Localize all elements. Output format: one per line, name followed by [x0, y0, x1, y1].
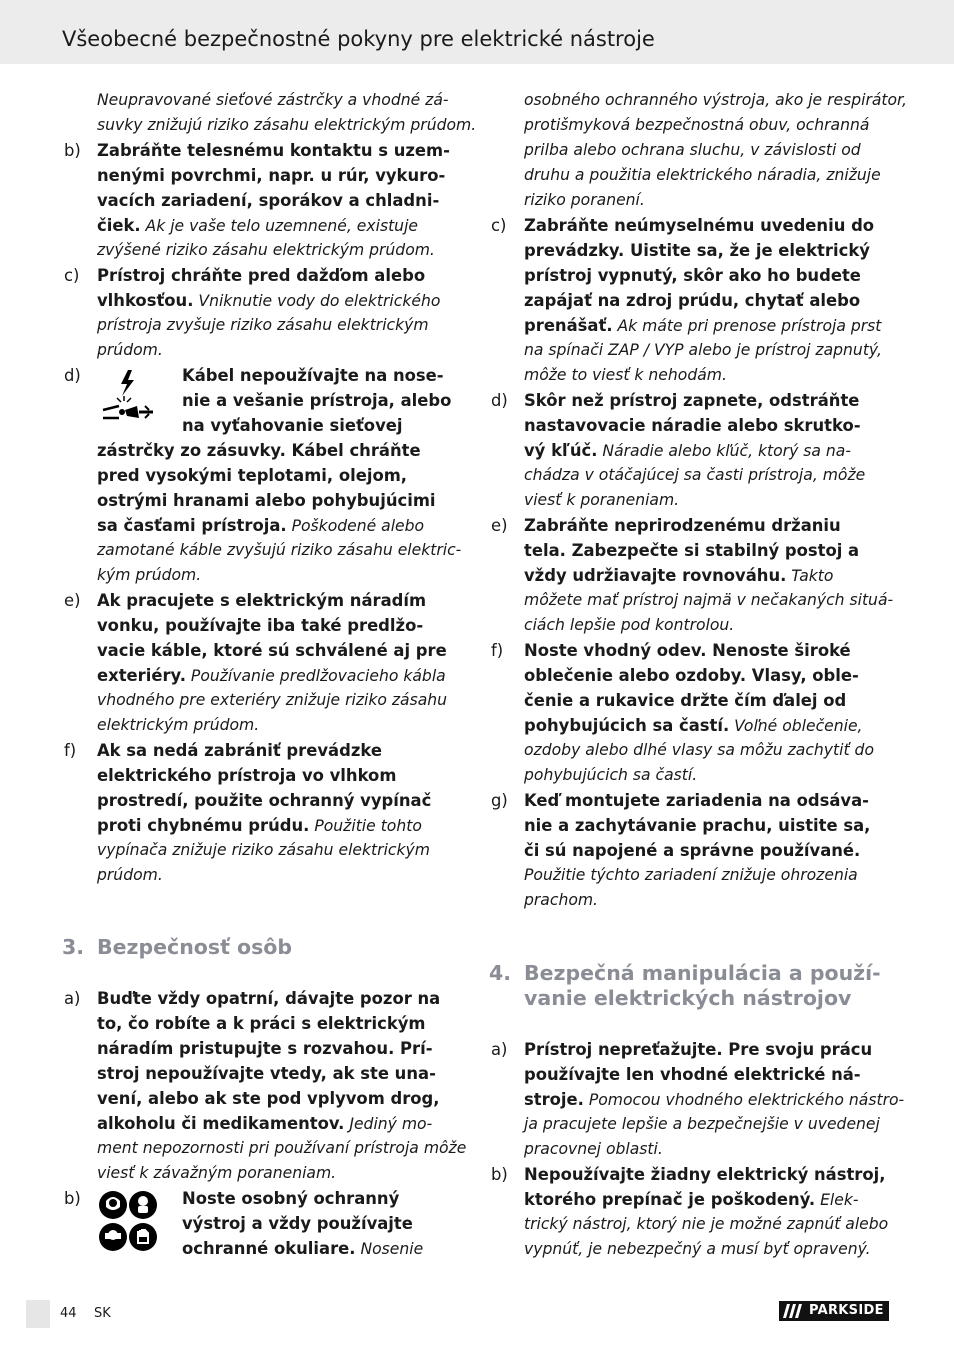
- bold-line: Zabráňte telesnému kontaktu s uzem-: [97, 141, 450, 160]
- bold-line: tela. Zabezpečte si stabilný postoj a: [524, 541, 860, 560]
- mixed-line: vždy udržiavajte rovnováhu. Takto: [524, 566, 834, 585]
- item-marker: b): [64, 1189, 81, 1208]
- bold-line: Prístroj chráňte pred dažďom alebo: [97, 266, 426, 285]
- mixed-line: čiek. Ak je vaše telo uzemnené, existuje: [97, 216, 418, 235]
- list-item-d: [489, 388, 889, 513]
- list-item-f: [62, 738, 434, 888]
- bold-line: či sú napojené a správne používané.: [524, 841, 861, 860]
- italic-line: vhodného pre exteriéry znižuje riziko zásahu: [97, 691, 448, 709]
- continued-line: prilba alebo ochrana sluchu, v závislosti od: [524, 141, 861, 159]
- bold-line: prístroj vypnutý, skôr ako ho budete: [524, 266, 861, 285]
- mixed-line: ochranné okuliare. Nosenie: [182, 1239, 424, 1258]
- bold-line: Prístroj nepreťažujte. Pre svoju prácu: [524, 1040, 873, 1059]
- bold-line: vení, alebo ak ste pod vplyvom drog,: [97, 1089, 440, 1108]
- continued-line: riziko poranení.: [524, 191, 645, 209]
- list-item-c: [62, 263, 441, 363]
- mixed-line: ktorého prepínač je poškodený. Elek-: [524, 1190, 859, 1209]
- italic-line: pracovnej oblasti.: [524, 1140, 663, 1158]
- bold-line: zapájať na zdroj prúdu, chytať alebo: [524, 291, 861, 310]
- italic-line: ment nepozornosti pri používaní prístroja môže: [97, 1139, 467, 1157]
- italic-line: ozdoby alebo dlhé vlasy sa môžu zachytiť do: [524, 741, 874, 759]
- italic-line: ja pracujete lepšie a bezpečnejšie v uvedenej: [524, 1115, 880, 1133]
- bold-line: náradím pristupujte s rozvahou. Prí-: [97, 1039, 433, 1058]
- bold-line: nie a vešanie prístroja, alebo: [182, 391, 452, 410]
- italic-line: viesť k poraneniam.: [524, 491, 680, 509]
- mixed-line: stroje. Pomocou vhodného elektrického nástro-: [524, 1090, 905, 1109]
- electric-shock-warning-icon: [97, 366, 159, 428]
- italic-line: môžete mať prístroj najmä v nečakaných situá-: [524, 591, 894, 609]
- italic-line: chádza v otáčajúcej sa časti prístroja, môže: [524, 466, 866, 484]
- italic-line: môže to viesť k nehodám.: [524, 366, 727, 384]
- italic-line: vypnúť, je nebezpečný a musí byť opravený.: [524, 1240, 871, 1258]
- bold-line: to, čo robíte a k práci s elektrickým: [97, 1014, 426, 1033]
- bold-line: nie a zachytávanie prachu, uistite sa,: [524, 816, 871, 835]
- bold-line: Nepoužívajte žiadny elektrický nástroj,: [524, 1165, 886, 1184]
- italic-line: zamotané káble zvyšujú riziko zásahu elektric-: [97, 541, 462, 559]
- list-item-d: [62, 363, 462, 588]
- italic-line: prúdom.: [97, 341, 163, 359]
- bold-line: prevádzky. Uistite sa, že je elektrický: [524, 241, 870, 260]
- bold-line: Zabráňte neprirodzenému držaniu: [524, 516, 841, 535]
- bold-line: používajte len vhodné elektrické ná-: [524, 1065, 861, 1084]
- list-item-c: [489, 213, 889, 388]
- italic-line: viesť k závažným poraneniam.: [97, 1164, 337, 1182]
- italic-line: ciách lepšie pod kontrolou.: [524, 616, 735, 634]
- item-marker: e): [64, 591, 81, 610]
- bold-line: zástrčky zo zásuvky. Kábel chráňte: [97, 441, 421, 460]
- list-item-4a: [489, 1037, 905, 1162]
- language-code: SK: [94, 1306, 111, 1321]
- intro-line-2: suvky znižujú riziko zásahu elektrickým prúdom.: [97, 116, 477, 134]
- italic-line: na spínači ZAP / VYP alebo je prístroj zapnutý,: [524, 341, 882, 359]
- parkside-logo: [779, 1301, 889, 1321]
- left-column: [62, 88, 477, 1261]
- bold-line: Zabráňte neúmyselnému uvedeniu do: [524, 216, 875, 235]
- bold-line: stroj nepoužívajte vtedy, ak ste una-: [97, 1064, 436, 1083]
- section-4-heading: 4. Bezpečná manipulácia a použí- vanie elektrických nástrojov: [489, 961, 881, 1010]
- item-marker: d): [64, 366, 81, 385]
- list-item-g: [489, 788, 889, 913]
- mixed-line: vý kľúč. Náradie alebo kľúč, ktorý sa na-: [524, 441, 851, 460]
- item-marker: d): [491, 391, 508, 410]
- mixed-line: pohybujúcich sa častí. Voľné oblečenie,: [524, 716, 863, 735]
- continued-line: druhu a použitia elektrického náradia, znižuje: [524, 166, 881, 184]
- item-marker: b): [64, 141, 81, 160]
- list-item-4b: [489, 1162, 889, 1262]
- mixed-line: sa časťami prístroja. Poškodené alebo: [97, 516, 425, 535]
- page-number: 44: [60, 1306, 77, 1321]
- italic-line: zvýšené riziko zásahu elektrickým prúdom.: [97, 241, 435, 259]
- list-item-f: [489, 638, 889, 788]
- bold-line: Noste vhodný odev. Nenoste široké: [524, 641, 851, 660]
- italic-line: prúdom.: [97, 866, 163, 884]
- mixed-line: exteriéry. Používanie predlžovacieho kábla: [97, 666, 446, 685]
- item-marker: e): [491, 516, 508, 535]
- protective-equipment-icon: [97, 1189, 159, 1251]
- bold-line: nastavovacie náradie alebo skrutko-: [524, 416, 861, 435]
- bold-line: Noste osobný ochranný: [182, 1189, 400, 1208]
- item-marker: c): [64, 266, 80, 285]
- bold-line: Ak sa nedá zabrániť prevádzke: [97, 741, 382, 760]
- italic-line: pohybujúcich sa častí.: [524, 766, 698, 784]
- italic-line: prachom.: [524, 891, 599, 909]
- logo-stripes-icon: [783, 1304, 805, 1318]
- bold-line: vonku, používajte iba také predlžo-: [97, 616, 424, 635]
- page-header: [0, 0, 954, 64]
- right-column: [489, 88, 907, 1262]
- italic-line: trický nástroj, ktorý nie je možné zapnúť alebo: [524, 1215, 889, 1233]
- bold-line: vacie káble, ktoré sú schválené aj pre: [97, 641, 447, 660]
- bold-line: ostrými hranami alebo pohybujúcimi: [97, 491, 436, 510]
- italic-line: elektrickým prúdom.: [97, 716, 260, 734]
- footer-marker-box: [26, 1300, 50, 1328]
- bold-line: Buďte vždy opatrní, dávajte pozor na: [97, 989, 441, 1008]
- continued-line: protišmyková bezpečnostná obuv, ochranná: [524, 116, 870, 134]
- bold-line: elektrického prístroja vo vlhkom: [97, 766, 397, 785]
- list-item-e: [489, 513, 894, 638]
- section-3-heading: 3. Bezpečnosť osôb: [62, 935, 293, 959]
- continued-line: osobného ochranného výstroja, ako je respirátor,: [524, 91, 907, 109]
- bold-line: Kábel nepoužívajte na nose-: [182, 366, 444, 385]
- bold-line: pred vysokými teplotami, olejom,: [97, 466, 408, 485]
- bold-line: výstroj a vždy používajte: [182, 1214, 413, 1233]
- bold-line: Keď montujete zariadenia na odsáva-: [524, 791, 869, 810]
- bold-line: nenými povrchmi, napr. u rúr, vykuro-: [97, 166, 446, 185]
- list-item-e: [62, 588, 448, 738]
- mixed-line: prenášať. Ak máte pri prenose prístroja prst: [524, 316, 882, 335]
- mixed-line: vlhkosťou. Vniknutie vody do elektrického: [97, 291, 441, 310]
- item-marker: b): [491, 1165, 508, 1184]
- italic-line: prístroja zvyšuje riziko zásahu elektrickým: [97, 316, 429, 334]
- italic-line: vypínača znižuje riziko zásahu elektrickým: [97, 841, 430, 859]
- italic-line: Použitie týchto zariadení znižuje ohrozenia: [524, 866, 858, 884]
- bold-line: oblečenie alebo ozdoby. Vlasy, oble-: [524, 666, 859, 685]
- bold-line: čenie a rukavice držte čím ďalej od: [524, 691, 847, 710]
- italic-line: kým prúdom.: [97, 566, 202, 584]
- bold-line: na vyťahovanie sieťovej: [182, 416, 403, 435]
- bold-line: Skôr než prístroj zapnete, odstráňte: [524, 391, 860, 410]
- list-item-3b: [62, 1186, 434, 1261]
- bold-line: Ak pracujete s elektrickým náradím: [97, 591, 427, 610]
- logo-text: PARKSIDE: [809, 1303, 884, 1318]
- item-marker: c): [491, 216, 507, 235]
- item-marker: f): [64, 741, 77, 760]
- list-item-3a: [62, 986, 467, 1186]
- bold-line: prostredí, použite ochranný vypínač: [97, 791, 432, 810]
- item-marker: f): [491, 641, 504, 660]
- bold-line: vacích zariadení, sporákov a chladni-: [97, 191, 440, 210]
- intro-line-1: Neupravované sieťové zástrčky a vhodné zá-: [97, 91, 449, 109]
- mixed-line: proti chybnému prúdu. Použitie tohto: [97, 816, 422, 835]
- item-marker: a): [64, 989, 81, 1008]
- page-title: Všeobecné bezpečnostné pokyny pre elektrické nástroje: [62, 27, 655, 51]
- item-marker: a): [491, 1040, 508, 1059]
- list-item-b: [62, 138, 450, 263]
- mixed-line: alkoholu či medikamentov. Jediný mo-: [97, 1114, 433, 1133]
- item-marker: g): [491, 791, 508, 810]
